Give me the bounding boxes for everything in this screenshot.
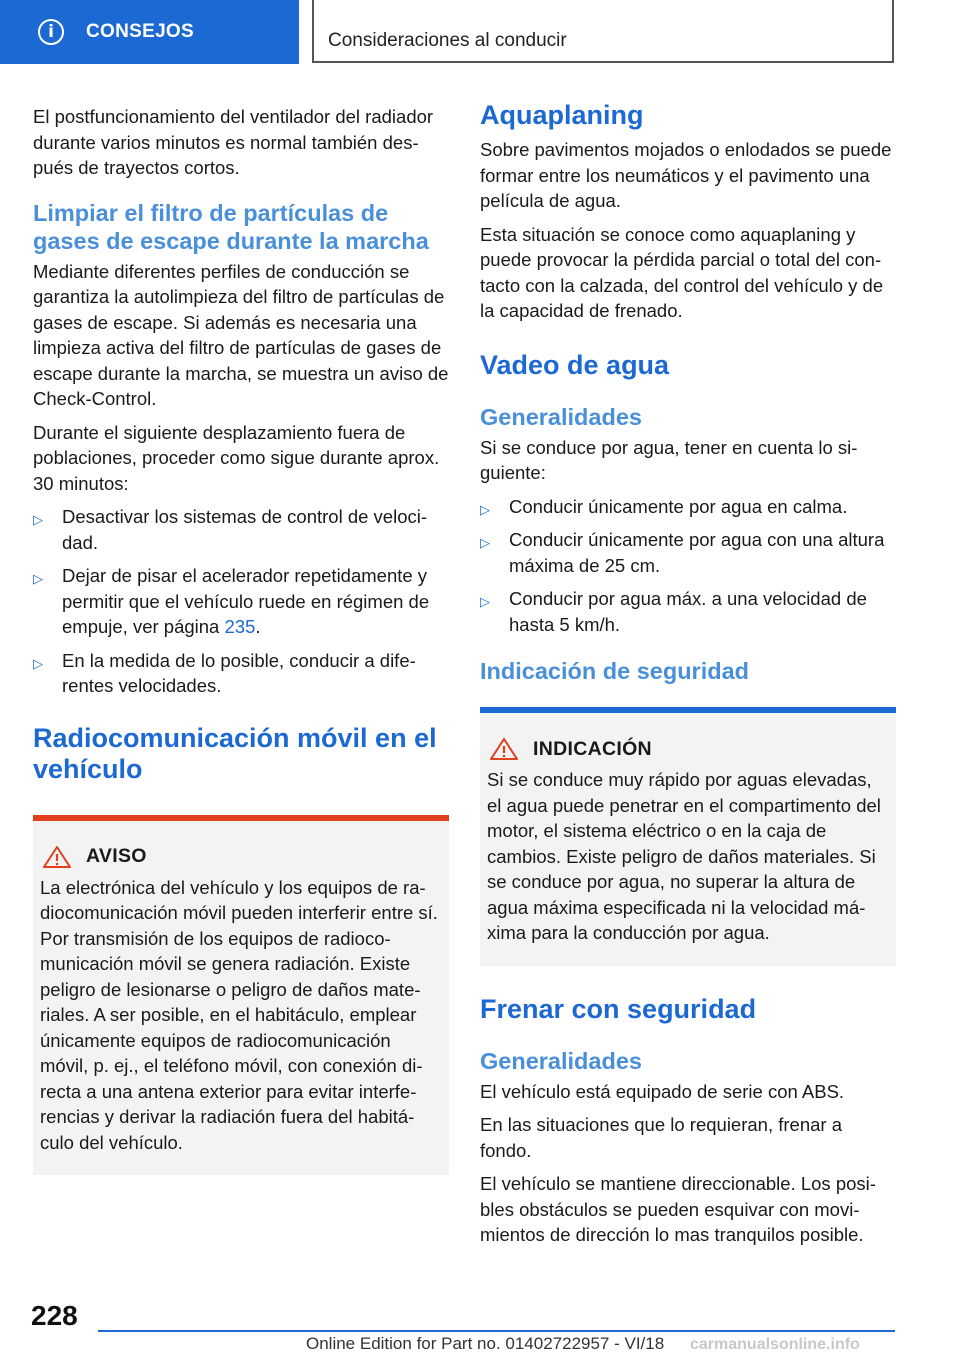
chapter-title: Consideraciones al conducir	[328, 30, 567, 51]
info-icon: i	[38, 19, 64, 45]
aviso-text: La electrónica del vehículo y los equipos de radiocomunicación móvil pueden interferir entre sí. Por transmisión de los equipos de radiocomunicación móvil se genera radiación. Existe peligro de lesionarse o peligro de daños materiales. A ser posible, en el habitáculo, emplear únicamente equipos de radiocomunicación móvil, p. ej., el teléfono móvil, con conexión directa a una antena exterior para evitar interferencias y derivar la radiación fuera del habitáculo del vehículo.	[40, 876, 438, 1153]
triangle-right-icon: ▷	[480, 595, 490, 610]
aquaplaning-paragraph-1: Sobre pavimentos mojados o enlodados se puede formar entre los neumáticos y el pavimento una película de agua.	[480, 139, 892, 211]
indicacion-text: Si se conduce muy rápido por aguas elevadas, el agua puede penetrar en el compartimento del motor, el sistema eléctrico o en la caja de cambios. Existe peligro de daños materiales. Si se conduce por agua, no superar la altura de agua máxima especificada ni la velocidad máxima para la conducción por agua.	[487, 769, 881, 943]
aquaplaning-heading: Aquaplaning	[480, 100, 644, 130]
page-reference-link[interactable]: 235	[224, 616, 256, 637]
indicacion-title: INDICACIÓN	[533, 737, 652, 760]
vadeo-heading: Vadeo de agua	[480, 349, 670, 380]
intro-paragraph: El postfuncionamiento del ventilador del radiador durante varios minutos es normal también después de trayectos cortos.	[33, 106, 434, 178]
aviso-box	[33, 815, 449, 1176]
right-column	[480, 100, 896, 1256]
brake-paragraph-1: El vehículo está equipado de serie con ABS.	[480, 1080, 845, 1102]
list-item: ▷ En la medida de lo posible, conducir a diferentes velocidades.	[33, 649, 416, 696]
brake-general-heading: Generalidades	[480, 1047, 642, 1074]
radio-heading: Radiocomunicación móvil en el vehículo	[33, 722, 437, 784]
watermark: carmanualsonline.info	[690, 1336, 860, 1353]
triangle-right-icon: ▷	[33, 656, 43, 672]
warning-triangle-icon	[489, 737, 519, 761]
triangle-right-icon: ▷	[480, 502, 490, 518]
triangle-right-icon: ▷	[33, 572, 43, 587]
footer-divider	[98, 1330, 895, 1332]
filter-list	[33, 504, 449, 699]
header-section-tab	[0, 0, 299, 64]
list-item: ▷ Conducir únicamente por agua en calma.	[480, 494, 896, 520]
page-number: 228	[31, 1300, 78, 1331]
list-item: ▷ Dejar de pisar el acelerador repetidamente y permitir que el vehículo ruede en régimen de empuje, ver página 235.	[33, 565, 430, 637]
filter-heading: Limpiar el filtro de partículas de gases de escape durante la marcha	[33, 199, 429, 254]
brake-paragraph-2: En las situaciones que lo requieran, frenar a fondo.	[480, 1114, 842, 1161]
aviso-title: AVISO	[86, 845, 147, 867]
warning-triangle-icon	[42, 845, 72, 869]
safety-heading: Indicación de seguridad	[480, 658, 749, 684]
triangle-right-icon: ▷	[480, 536, 490, 551]
list-item: ▷ Desactivar los sistemas de control de velocidad.	[33, 506, 428, 553]
header-section-label: CONSEJOS	[86, 21, 194, 42]
vadeo-general-heading: Generalidades	[480, 403, 642, 430]
brake-heading: Frenar con seguridad	[480, 993, 757, 1024]
vadeo-paragraph: Si se conduce por agua, tener en cuenta lo siguiente:	[480, 436, 858, 483]
header-title-box	[312, 0, 894, 63]
left-column	[33, 104, 449, 1175]
footer-edition: Online Edition for Part no. 01402722957 - VI/18	[306, 1334, 665, 1353]
filter-paragraph-2: Durante el siguiente desplazamiento fuera de poblaciones, proceder como sigue durante aprox. 30 minutos:	[33, 421, 440, 494]
brake-paragraph-3: El vehículo se mantiene direccionable. Los posibles obstáculos se pueden esquivar con movimientos de dirección lo mas tranquilos posible.	[480, 1173, 876, 1245]
aquaplaning-paragraph-2: Esta situación se conoce como aquaplaning y puede provocar la pérdida parcial o total del contacto con la calzada, del control del vehículo y de la capacidad de frenado.	[480, 223, 884, 321]
vadeo-list	[480, 494, 896, 638]
indicacion-box	[480, 707, 896, 966]
filter-paragraph-1: Mediante diferentes perfiles de conducción se garantiza la autolimpieza del filtro de partículas de gases de escape. Si además es necesaria una limpieza activa del filtro de partículas de gases de escape durante la marcha, se muestra un aviso de Check-Control.	[33, 260, 449, 409]
list-item: ▷ Conducir por agua máx. a una velocidad de hasta 5 km/h.	[480, 588, 867, 635]
list-item: ▷ Conducir únicamente por agua con una altura máxima de 25 cm.	[480, 529, 885, 576]
triangle-right-icon: ▷	[33, 513, 43, 528]
